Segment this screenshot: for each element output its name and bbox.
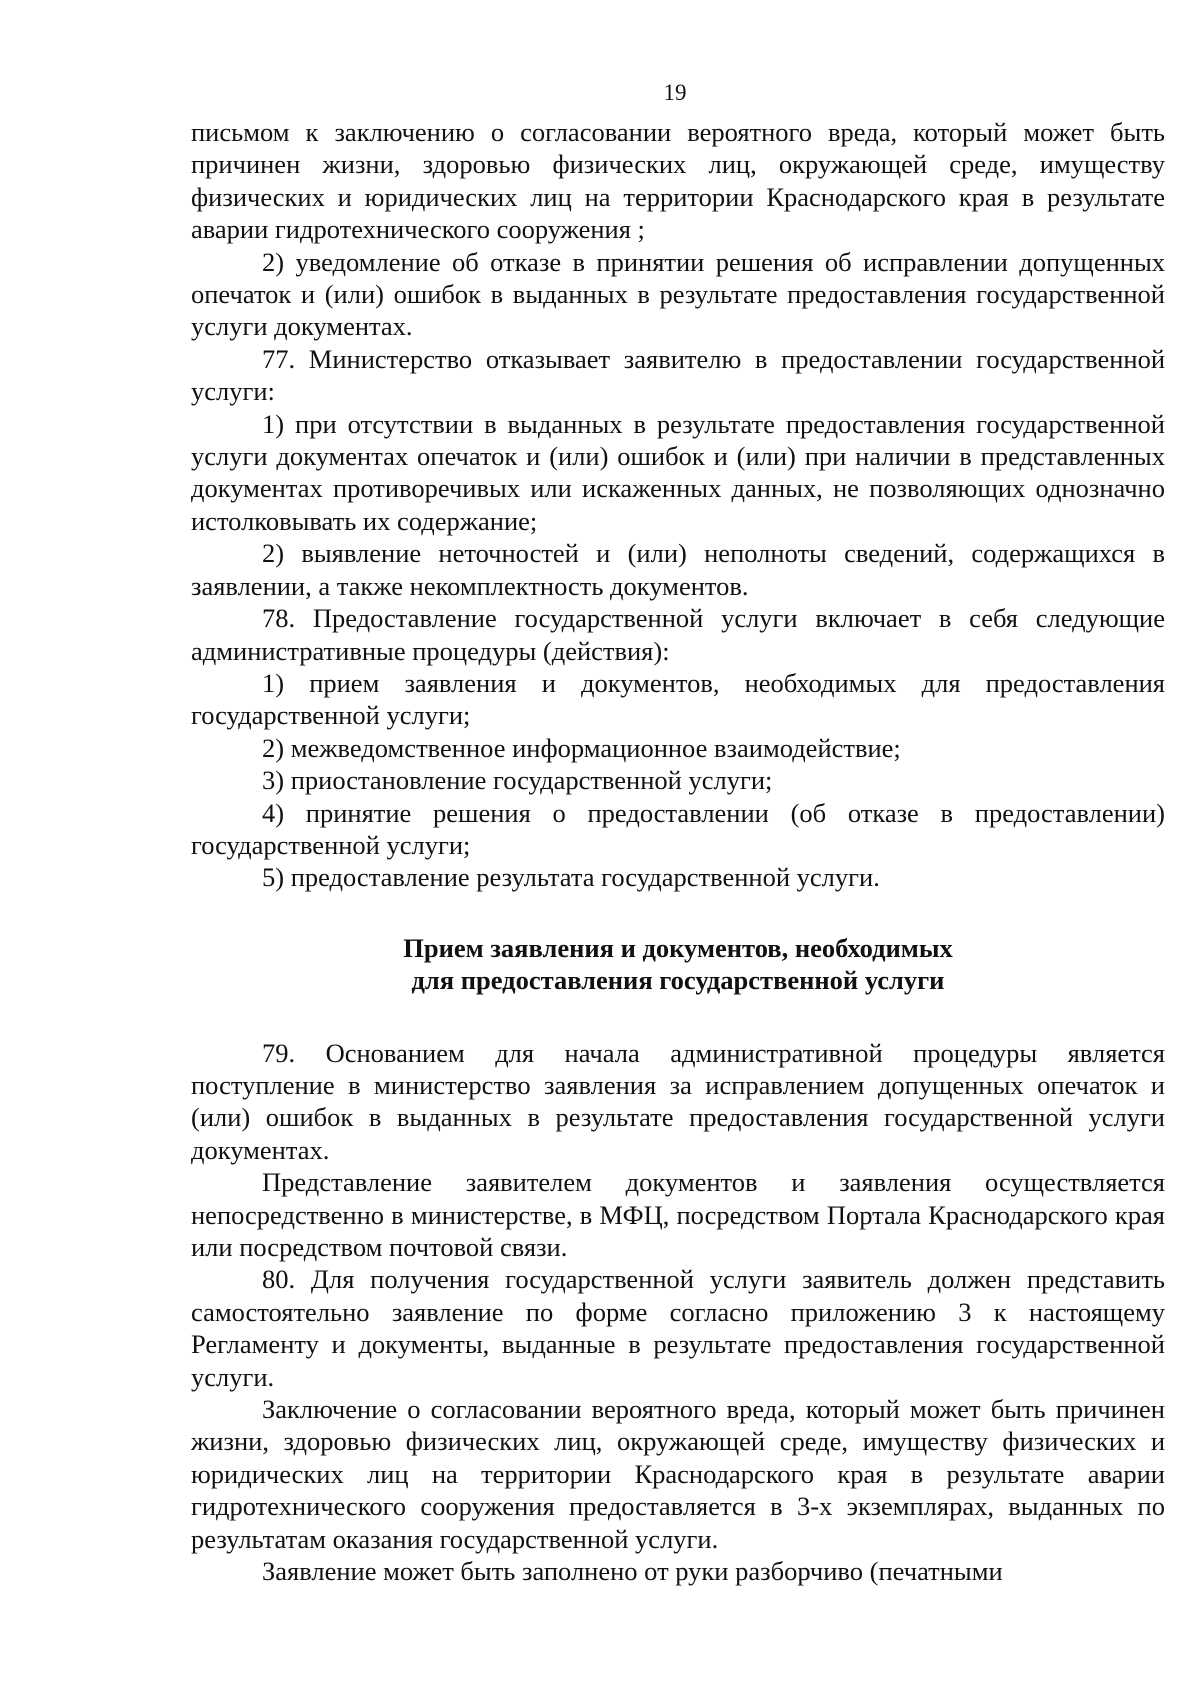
paragraph: Представление заявителем документов и заявления осуществляется непосредственно в министерстве, в МФЦ, посредством Портала Краснодарского края или посредством почтовой связи. (191, 1167, 1165, 1262)
paragraph: Заявление может быть заполнено от руки разборчиво (печатными (262, 1556, 1003, 1587)
paragraph: 2) уведомление об отказе в принятии решения об исправлении допущенных опечаток и (или) ошибок в выданных в результате предоставления государственной услуги документах. (191, 246, 1165, 342)
paragraph-clause-80: 80. Для получения государственной услуги заявитель должен представить самостоятельно заявление по форме согласно приложению 3 к настоящему Регламенту и документы, выданные в результате предоставления государственной услуги. (191, 1264, 1165, 1392)
paragraph-clause-79: 79. Основанием для начала административной процедуры является поступление в министерство заявления за исправлением допущенных опечаток и (или) ошибок в выданных в результате предоставления государственной услуги документах. (191, 1037, 1165, 1165)
paragraph: 5) предоставление результата государственной услуги. (262, 862, 880, 893)
paragraph: 4) принятие решения о предоставлении (об отказе в предоставлении) государственной услуги; (191, 797, 1165, 860)
paragraph: 3) приостановление государственной услуги; (262, 765, 773, 796)
paragraph: 2) межведомственное информационное взаимодействие; (262, 732, 901, 763)
section-heading-line-1: Прием заявления и документов, необходимых (403, 932, 953, 963)
paragraph: 2) выявление неточностей и (или) неполноты сведений, содержащихся в заявлении, а также некомплектность документов. (191, 538, 1165, 601)
document-body (191, 116, 1165, 1587)
paragraph-continuation: письмом к заключению о согласовании вероятного вреда, который может быть причинен жизни, здоровью физических лиц, окружающей среде, имуществу физических и юридических лиц на территории Краснодарского края в результате аварии гидротехнического сооружения ; (191, 117, 1165, 245)
section-heading (191, 932, 1165, 997)
paragraph: 1) при отсутствии в выданных в результате предоставления государственной услуги документах опечаток и (или) ошибок и (или) при наличии в представленных документах противоречивых или искаженных данных, не позволяющих однозначно истолковывать их содержание; (191, 408, 1165, 536)
paragraph: Заключение о согласовании вероятного вреда, который может быть причинен жизни, здоровью физических лиц, окружающей среде, имуществу физических и юридических лиц на территории Краснодарского края в результате аварии гидротехнического сооружения предоставляется в 3-х экземплярах, выданных по результатам оказания государственной услуги. (191, 1394, 1165, 1554)
page-number: 19 (663, 80, 687, 105)
paragraph-clause-77: 77. Министерство отказывает заявителю в предоставлении государственной услуги: (191, 343, 1165, 407)
paragraph-clause-78: 78. Предоставление государственной услуги включает в себя следующие административные процедуры (действия): (191, 603, 1165, 666)
paragraph: 1) прием заявления и документов, необходимых для предоставления государственной услуги; (191, 667, 1165, 731)
section-heading-line-2: для предоставления государственной услуги (411, 965, 945, 996)
